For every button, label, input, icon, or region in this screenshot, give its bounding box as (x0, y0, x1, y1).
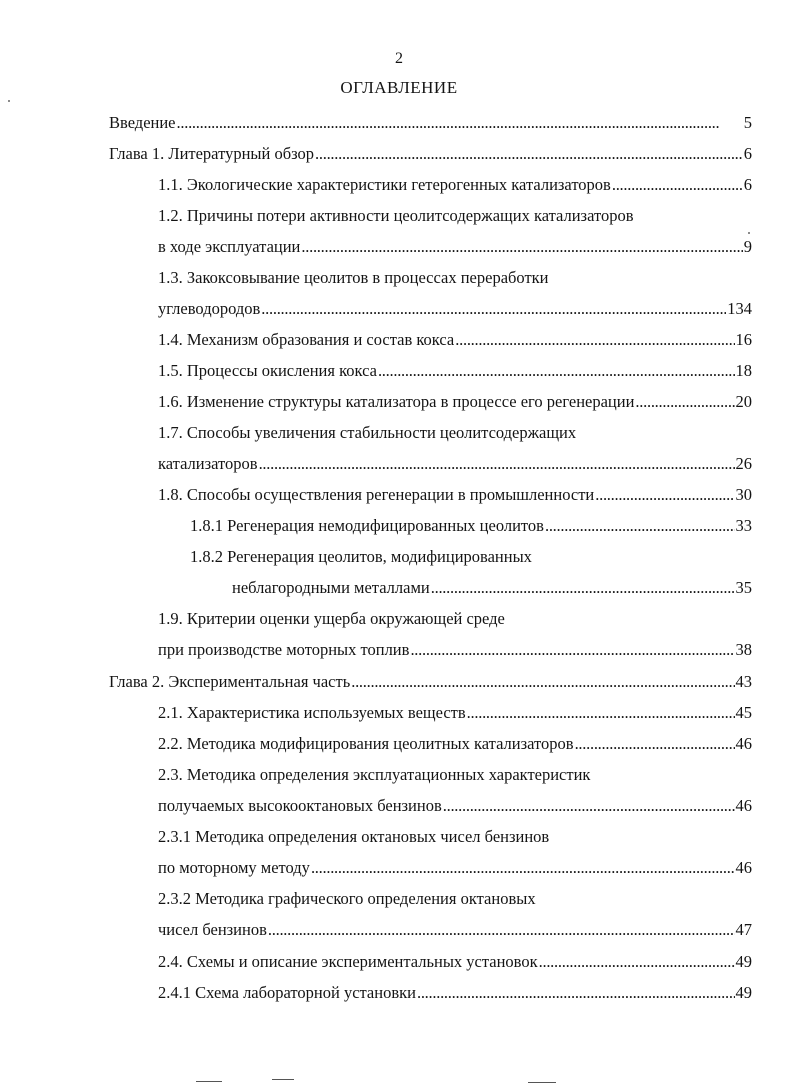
dot-leader (301, 237, 742, 257)
toc-entry-label: 1.8. Способы осуществления регенерации в промышленности (158, 485, 595, 504)
toc-entry-label: 1.3. Закоксовывание цеолитов в процессах переработки (158, 268, 549, 287)
scan-mark (272, 1079, 294, 1080)
toc-entry-1-3-line-1 (158, 268, 752, 290)
toc-entry-label: углеводородов (158, 299, 261, 318)
toc-entry-1-7-line-2 (158, 454, 752, 476)
toc-entry-2-3-line-2 (158, 796, 752, 818)
dot-leader (539, 952, 735, 972)
dot-leader (575, 734, 735, 754)
scan-speck (748, 232, 750, 234)
dot-leader (177, 113, 743, 133)
page-number: 2 (395, 50, 403, 67)
toc-entry-label: чисел бензинов (158, 920, 267, 939)
toc-entry-1-6 (158, 392, 752, 414)
toc-entry-page: 46 (735, 858, 752, 877)
dot-leader (268, 920, 735, 940)
toc-entry-label: 1.2. Причины потери активности цеолитсодержащих катализаторов (158, 206, 634, 225)
toc-entry-2-4 (158, 952, 752, 974)
toc-entry-label: 1.1. Экологические характеристики гетерогенных катализаторов (158, 175, 611, 194)
toc-entry-2-3-1-line-2 (158, 858, 752, 880)
toc-entry-page: 33 (735, 516, 752, 535)
toc-entry-page: 18 (735, 361, 752, 380)
toc-entry-label: 2.1. Характеристика используемых веществ (158, 703, 466, 722)
toc-entry-label: Глава 1. Литературный обзор (109, 144, 315, 163)
toc-entry-label: 1.6. Изменение структуры катализатора в процессе его регенерации (158, 392, 635, 411)
toc-entry-label: 1.7. Способы увеличения стабильности цеолитсодержащих (158, 423, 577, 442)
toc-entry-2-4-1 (158, 983, 752, 1005)
toc-entry-page: 43 (735, 672, 752, 691)
toc-entry-1-7-line-1 (158, 423, 752, 445)
toc-entry-2-3-2-line-2 (158, 920, 752, 942)
dot-leader (431, 578, 735, 598)
dot-leader (595, 485, 734, 505)
toc-entry-page: 47 (735, 920, 752, 939)
toc-entry-label: 1.5. Процессы окисления кокса (158, 361, 377, 380)
toc-entry-label: Глава 2. Экспериментальная часть (109, 672, 351, 691)
toc-entry-page: 5 (743, 113, 752, 132)
toc-entry-1-2-line-2 (158, 237, 752, 259)
scan-speck (8, 100, 10, 102)
toc-entry-page: 49 (735, 952, 752, 971)
toc-entry-2-3-line-1 (158, 765, 752, 787)
toc-entry-label: 2.2. Методика модифицирования цеолитных катализаторов (158, 734, 574, 753)
toc-entry-2-1 (158, 703, 752, 725)
toc-entry-label: 2.3. Методика определения эксплуатационных характеристик (158, 765, 591, 784)
toc-entry-page: 46 (735, 734, 752, 753)
toc-entry-page: 45 (735, 703, 752, 722)
toc-entry-page: 30 (735, 485, 752, 504)
toc-entry-label: неблагородными металлами (232, 578, 430, 597)
dot-leader (612, 175, 743, 195)
toc-entry-page: 20 (735, 392, 752, 411)
toc-entry-page: 49 (735, 983, 752, 1002)
toc-entry-label: 1.8.2 Регенерация цеолитов, модифицированных (190, 547, 532, 566)
toc-entry-label: по моторному методу (158, 858, 310, 877)
dot-leader (467, 703, 735, 723)
toc-entry-label: получаемых высокооктановых бензинов (158, 796, 442, 815)
toc-entry-label: в ходе эксплуатации (158, 237, 301, 256)
dot-leader (443, 796, 735, 816)
toc-entry-1-9-line-1 (158, 609, 752, 631)
toc-entry-1-5 (158, 361, 752, 383)
dot-leader (417, 983, 735, 1003)
dot-leader (545, 516, 735, 536)
toc-entry-label: 1.4. Механизм образования и состав кокса (158, 330, 455, 349)
toc-entry-intro (109, 113, 752, 135)
toc-entry-label: 1.9. Критерии оценки ущерба окружающей среде (158, 609, 505, 628)
toc-entry-2-3-2-line-1 (158, 889, 752, 911)
toc-entry-1-8-2-line-1 (190, 547, 752, 569)
scan-mark (196, 1081, 222, 1082)
dot-leader (635, 392, 734, 412)
toc-entry-1-2-line-1 (158, 206, 752, 228)
dot-leader (410, 640, 734, 660)
toc-entry-1-4 (158, 330, 752, 352)
toc-entry-label: 2.4. Схемы и описание экспериментальных установок (158, 952, 538, 971)
scan-mark (528, 1082, 556, 1083)
toc-entry-1-3-line-2 (158, 299, 752, 321)
toc-entry-page: 134 (727, 299, 752, 318)
dot-leader (311, 858, 735, 878)
toc-title: ОГЛАВЛЕНИЕ (340, 78, 458, 97)
dot-leader (261, 299, 726, 319)
toc-entry-chapter-1 (109, 144, 752, 166)
toc-entry-label: катализаторов (158, 454, 258, 473)
toc-entry-1-8-1 (190, 516, 752, 538)
toc-entry-page: 9 (743, 237, 752, 256)
toc-entry-page: 6 (743, 144, 752, 163)
dot-leader (259, 454, 735, 474)
dot-leader (351, 672, 734, 692)
toc-entry-label: 1.8.1 Регенерация немодифицированных цеолитов (190, 516, 544, 535)
toc-entry-label: 2.4.1 Схема лабораторной установки (158, 983, 416, 1002)
dot-leader (455, 330, 734, 350)
toc-entry-2-3-1-line-1 (158, 827, 752, 849)
toc-entry-page: 6 (743, 175, 752, 194)
toc-entry-label: Введение (109, 113, 176, 132)
toc-entry-label: 2.3.2 Методика графического определения октановых (158, 889, 536, 908)
toc-entry-page: 46 (735, 796, 752, 815)
toc-entry-1-1 (158, 175, 752, 197)
toc-entry-page: 35 (735, 578, 752, 597)
toc-entry-page: 16 (735, 330, 752, 349)
toc-entry-2-2 (158, 734, 752, 756)
toc-entry-label: при производстве моторных топлив (158, 640, 410, 659)
toc-entry-page: 38 (735, 640, 752, 659)
toc-entry-1-9-line-2 (158, 640, 752, 662)
toc-entry-1-8-2-line-2 (232, 578, 752, 600)
dot-leader (378, 361, 735, 381)
toc-entry-1-8 (158, 485, 752, 507)
dot-leader (315, 144, 743, 164)
toc-entry-page: 26 (735, 454, 752, 473)
toc-entry-label: 2.3.1 Методика определения октановых чисел бензинов (158, 827, 550, 846)
toc-entry-chapter-2 (109, 672, 752, 694)
